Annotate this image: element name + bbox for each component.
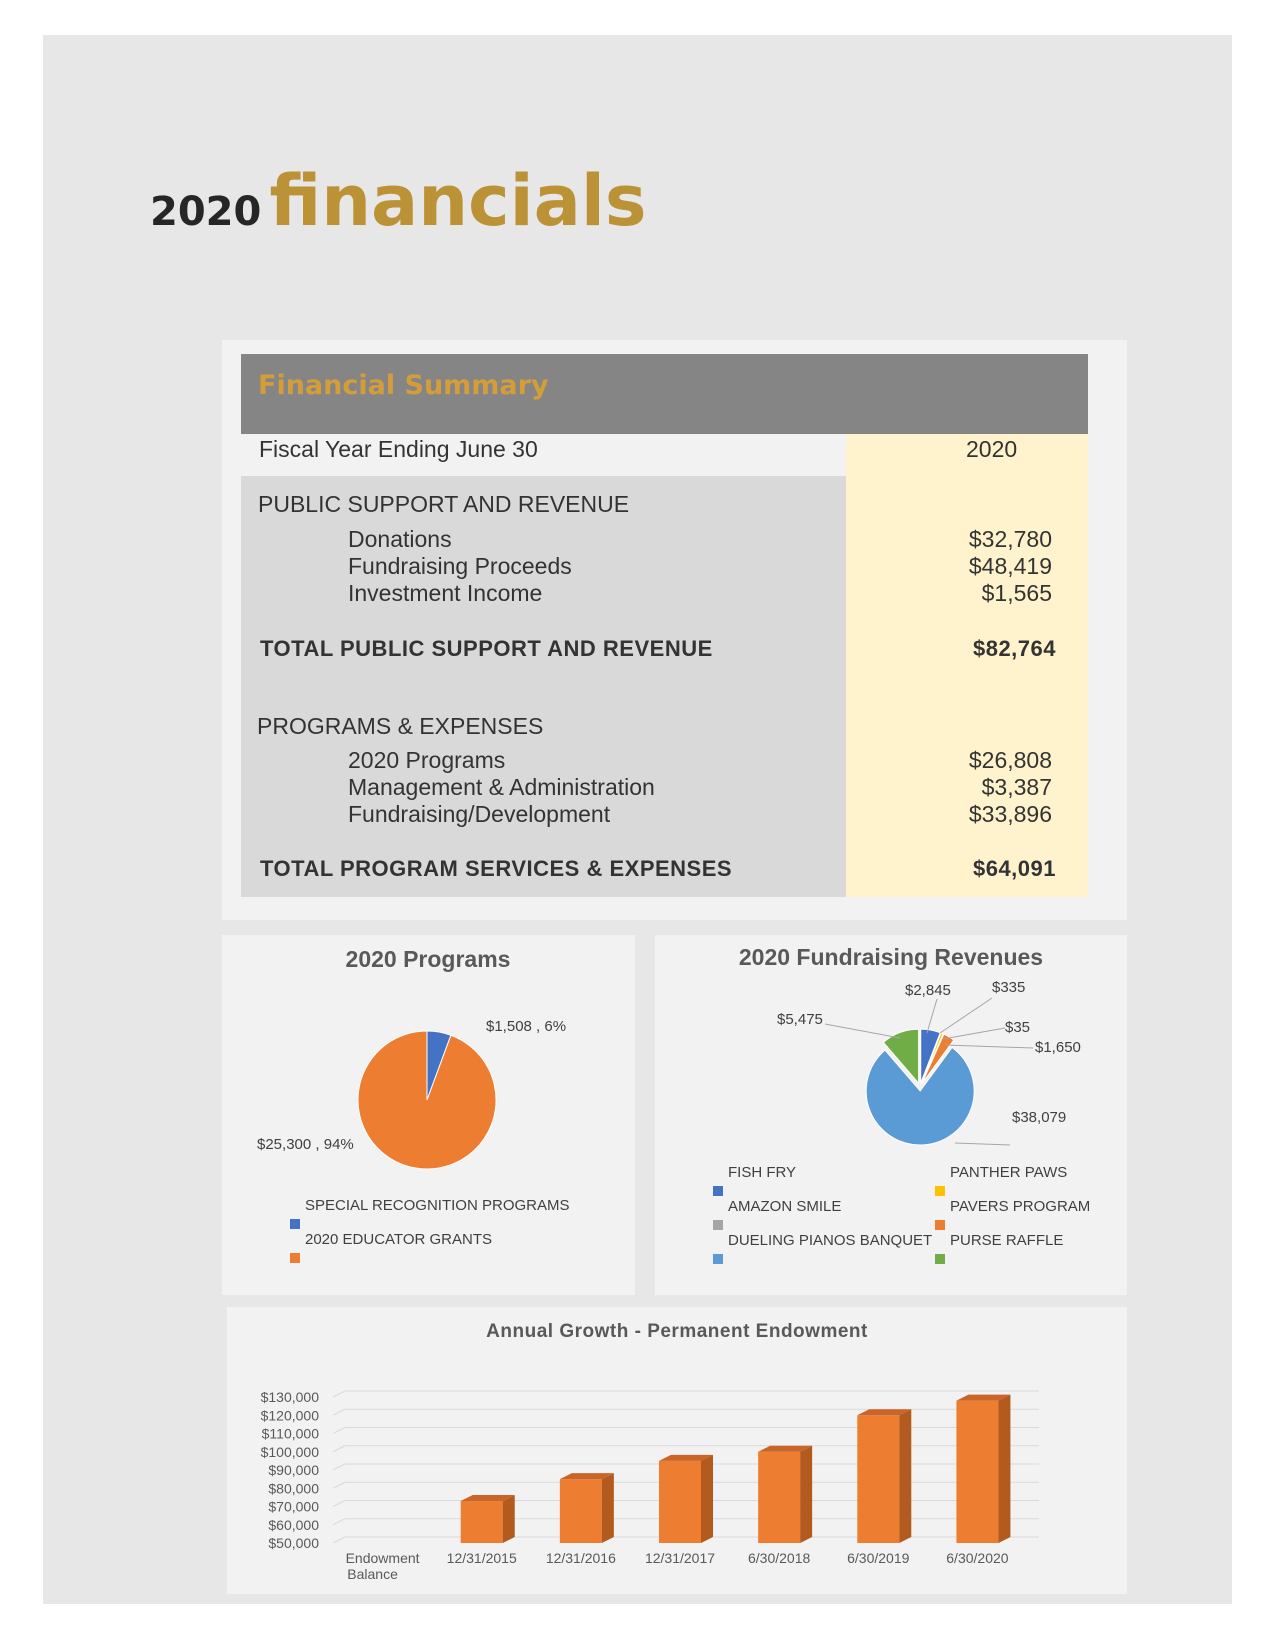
legend-label: SPECIAL RECOGNITION PROGRAMS: [305, 1197, 570, 1214]
revenue-item-label: Investment Income: [348, 580, 543, 606]
bar-side: [602, 1473, 614, 1543]
revenue-total-label: TOTAL PUBLIC SUPPORT AND REVENUE: [260, 636, 713, 661]
endowment-bar-chart: [227, 1307, 1127, 1594]
data-label: $5,475: [777, 1011, 823, 1028]
x-tick-label: 12/31/2016: [545, 1550, 616, 1566]
y-tick-label: $80,000: [268, 1480, 319, 1497]
revenue-item-label: Donations: [348, 526, 452, 552]
bar: [659, 1461, 701, 1543]
x-tick-label: Balance: [347, 1566, 398, 1582]
x-tick-label: 6/30/2019: [847, 1550, 910, 1566]
revenue-item-value: $48,419: [968, 553, 1052, 579]
data-label: $1,508 , 6%: [486, 1018, 567, 1035]
data-label: $35: [1005, 1019, 1031, 1036]
financial-summary-header: [241, 354, 1088, 434]
revenue-heading: PUBLIC SUPPORT AND REVENUE: [258, 491, 630, 517]
chart-title: Annual Growth - Permanent Endowment: [486, 1321, 868, 1342]
gridline: [333, 1501, 345, 1507]
legend-label: DUELING PIANOS BANQUET: [728, 1232, 933, 1249]
fiscal-year-label: Fiscal Year Ending June 30: [259, 436, 538, 462]
revenue-item-value: $1,565: [981, 580, 1052, 606]
y-tick-label: $120,000: [260, 1407, 319, 1424]
pie-slice: [358, 1031, 496, 1169]
legend-label: PAVERS PROGRAM: [950, 1198, 1091, 1215]
legend-swatch: [713, 1186, 723, 1196]
fundraising-chart-panel: [655, 935, 1127, 1295]
chart-title: 2020 Fundraising Revenues: [738, 944, 1044, 970]
revenue-total-value: $82,764: [972, 636, 1056, 661]
leader-line: [940, 998, 992, 1033]
expense-heading: PROGRAMS & EXPENSES: [257, 713, 544, 739]
x-tick-label: 12/31/2015: [446, 1550, 517, 1566]
data-label: $335: [992, 979, 1026, 996]
page-title: [150, 160, 647, 242]
y-tick-label: $110,000: [261, 1425, 319, 1442]
gridline: [333, 1482, 345, 1488]
fundraising-pie-chart: [655, 935, 1127, 1295]
y-tick-label: $100,000: [260, 1443, 319, 1460]
expense-item-label: Fundraising/Development: [348, 801, 611, 827]
data-label: $25,300 , 94%: [257, 1136, 354, 1153]
programs-chart-panel: [222, 935, 635, 1295]
y-tick-label: $50,000: [268, 1535, 319, 1551]
gridline: [333, 1519, 345, 1525]
bar: [956, 1401, 998, 1543]
gridline: [333, 1464, 345, 1470]
data-label: $2,845: [905, 982, 951, 999]
fiscal-year-value: 2020: [966, 436, 1018, 462]
expense-item-label: 2020 Programs: [348, 747, 506, 773]
bar-side: [503, 1495, 515, 1543]
leader-line: [825, 1024, 900, 1038]
revenue-item-value: $32,780: [968, 526, 1052, 552]
chart-title: 2020 Programs: [345, 946, 511, 972]
expense-item-value: $3,387: [981, 774, 1052, 800]
legend-swatch: [290, 1219, 300, 1229]
summary-body: [241, 476, 846, 897]
legend-swatch: [713, 1220, 723, 1230]
gridline: [333, 1409, 345, 1415]
y-tick-label: $70,000: [268, 1498, 319, 1515]
financial-summary-title: Financial Summary: [258, 370, 549, 401]
expense-total-value: $64,091: [972, 856, 1056, 881]
leader-line: [945, 1045, 1033, 1048]
gridline: [333, 1428, 345, 1434]
legend-swatch: [713, 1254, 723, 1264]
legend-label: 2020 EDUCATOR GRANTS: [305, 1231, 492, 1248]
gridline: [333, 1537, 345, 1543]
leader-line: [927, 999, 937, 1033]
expense-item-value: $33,896: [968, 801, 1052, 827]
legend-swatch: [935, 1186, 945, 1196]
gridline: [333, 1446, 345, 1452]
gridline: [333, 1391, 345, 1397]
leader-line: [943, 1028, 1005, 1039]
bar-side: [800, 1446, 812, 1543]
bar-side: [899, 1409, 911, 1543]
bar: [758, 1452, 800, 1543]
bar-side: [701, 1455, 713, 1543]
legend-label: PANTHER PAWS: [950, 1164, 1068, 1181]
bar: [560, 1479, 602, 1543]
leader-line: [955, 1143, 1010, 1145]
bar: [857, 1415, 899, 1543]
endowment-chart-panel: [227, 1307, 1127, 1594]
y-tick-label: $130,000: [260, 1389, 319, 1405]
y-tick-label: $90,000: [268, 1462, 319, 1478]
x-tick-label: 12/31/2017: [644, 1550, 716, 1566]
legend-swatch: [935, 1254, 945, 1264]
legend-label: AMAZON SMILE: [728, 1198, 842, 1215]
x-tick-label: 6/30/2020: [946, 1550, 1009, 1566]
expense-total-label: TOTAL PROGRAM SERVICES & EXPENSES: [260, 856, 733, 881]
bar-side: [998, 1395, 1010, 1543]
revenue-item-label: Fundraising Proceeds: [348, 553, 572, 579]
legend-swatch: [935, 1220, 945, 1230]
x-tick-label: Endowment: [345, 1550, 420, 1566]
y-tick-label: $60,000: [268, 1516, 319, 1533]
expense-item-value: $26,808: [968, 747, 1052, 773]
title-year: 2020: [150, 189, 262, 235]
expense-item-label: Management & Administration: [348, 774, 655, 800]
pie-slice: [866, 1047, 974, 1145]
bar: [461, 1501, 503, 1543]
legend-label: PURSE RAFFLE: [950, 1232, 1064, 1249]
title-word: financials: [269, 160, 647, 242]
data-label: $38,079: [1012, 1109, 1067, 1126]
legend-label: FISH FRY: [728, 1164, 797, 1181]
data-label: $1,650: [1035, 1039, 1081, 1056]
programs-pie-chart: [222, 935, 635, 1295]
legend-swatch: [290, 1253, 300, 1263]
x-tick-label: 6/30/2018: [747, 1550, 811, 1566]
